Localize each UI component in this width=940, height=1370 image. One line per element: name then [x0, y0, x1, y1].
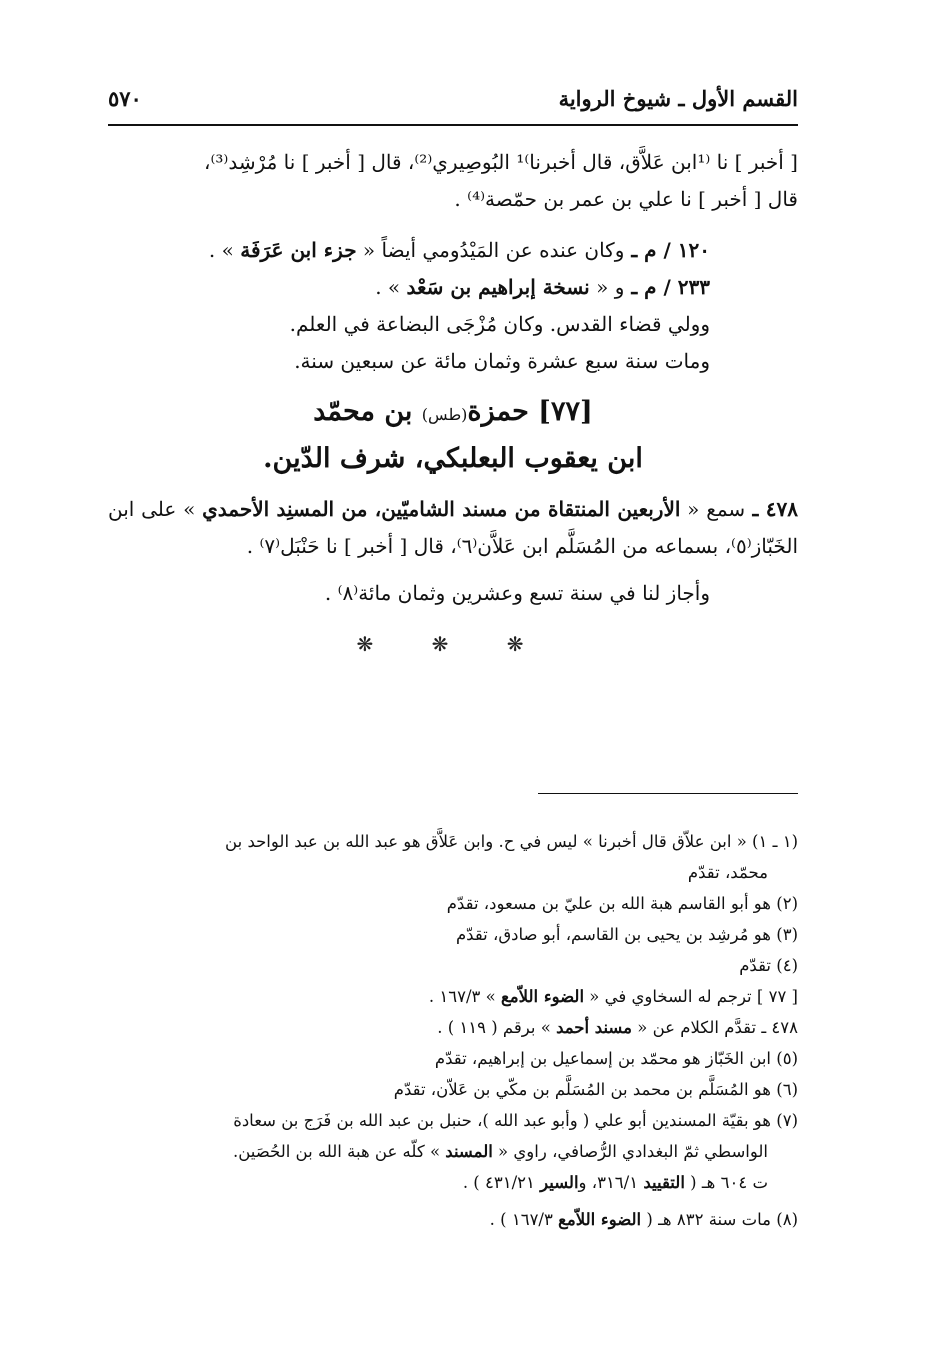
- running-title: القسم الأول ـ شيوخ الرواية: [558, 86, 798, 111]
- entry-233-number: ٢٣٣ / م ـ: [624, 275, 710, 299]
- footnotes: [108, 826, 798, 1235]
- entry-120: [108, 232, 798, 269]
- entry-120-number: ١٢٠ / م ـ: [624, 238, 710, 262]
- footnote-77-post: » ١٦٧/٣ .: [428, 987, 502, 1006]
- entry-120-end: » .: [208, 238, 241, 262]
- footnote-7-line-3-title-2: السير: [540, 1173, 579, 1192]
- entry-233: [108, 269, 798, 306]
- entry-478-title: الأربعين المنتقاة من مسند الشاميّين، من المسنِد الأحمدي: [202, 497, 681, 521]
- entry-478-number: ٤٧٨ ـ: [745, 497, 798, 521]
- chain-line-2: قال [ أخبر ] نا علي بن عمر بن حمّصة⁽⁴⁾ .: [454, 187, 798, 211]
- footnote-7-line-3-post: ٤٣١/٢١ ) .: [462, 1173, 541, 1192]
- footnote-1-line-1: (١ ـ ١) « ابن علاّق قال أخبرنا » ليس في ح. وابن عَلاَّق هو عبد الله بن عبد الواحد بن: [225, 832, 798, 851]
- page-header: [108, 82, 798, 118]
- footnote-6: (٦) هو المُسَلَّم بن محمد بن المُسَلَّم بن مكّي بن عَلاّن، تقدّم: [393, 1080, 798, 1099]
- entry-120-title: جزء ابن عَرَفَة: [240, 238, 357, 262]
- page-number: ٥٧٠: [108, 86, 142, 111]
- header-rule: [108, 124, 798, 126]
- entry-478-text: سمع «: [680, 497, 746, 521]
- biography-heading: [108, 390, 798, 437]
- footnote-478-post: » برقم ( ١١٩ ) .: [437, 1018, 557, 1037]
- footnote-1-line-2: محمّد، تقدّم: [687, 863, 768, 882]
- entry-478-rest: » على ابن الخَبّاز⁽٥⁾، بسماعه من المُسَلَّم ابن عَلاَّن⁽٦⁾، قال [ أخبر ] نا حَنْبَل⁽٧⁾ .: [108, 497, 798, 558]
- footnote-7-line-1: (٧) هو بقيّة المسندين أبو علي ( وأبو عبد الله )، حنبل بن عبد الله بن فَرَج بن سعادة: [233, 1111, 798, 1130]
- footnote-8-title: الضوء اللاّمع: [558, 1210, 642, 1229]
- footnote-3: (٣) هو مُرشِد بن يحيى بن القاسم، أبو صادق، تقدّم: [455, 925, 798, 944]
- footnote-7-line-3-pre: ت ٦٠٤ هـ (: [684, 1173, 768, 1192]
- footnote-8-pre: (٨) مات سنة ٨٣٢ هـ (: [641, 1210, 798, 1229]
- footnote-478-pre: ٤٧٨ ـ تقدَّم الكلام عن «: [632, 1018, 798, 1037]
- main-text: [108, 144, 798, 663]
- entry-478: [108, 491, 798, 565]
- heading-number-name: [٧٧] حمزة: [467, 396, 593, 427]
- footnote-8-post: ١٦٧/٣ ) .: [489, 1210, 559, 1229]
- footnote-7-line-2-title: المسند: [445, 1142, 493, 1161]
- chain-line-1: [ أخبر ] نا ⁽¹ابن عَلاَّق، قال أخبرنا⁾¹ البُوصِيري⁽²⁾، قال [ أخبر ] نا مُرْشِد⁽³⁾،: [204, 150, 798, 174]
- footnote-2: (٢) هو أبو القاسم هبة الله بن عليّ بن مسعود، تقدّم: [446, 894, 798, 913]
- footnote-7-line-2-post: » كلّه عن هبة الله بن الحُصَين.: [232, 1142, 446, 1161]
- entry-233-end: » .: [375, 275, 407, 299]
- heading-name-end: بن محمّد: [313, 396, 422, 427]
- footnote-478: [108, 1012, 798, 1043]
- death-line: ومات سنة سبع عشرة وثمان مائة عن سبعين سنة.: [294, 349, 710, 373]
- footnote-7-line-3: [108, 1167, 798, 1198]
- heading-siglum: (طس): [421, 405, 468, 424]
- qada-line: وولي قضاء القدس. وكان مُزْجَى البضاعة في العلم.: [289, 312, 710, 336]
- entry-233-title: نسخة إبراهيم بن سَعْد: [406, 275, 590, 299]
- footnote-8: [108, 1204, 798, 1235]
- footnote-77: [108, 981, 798, 1012]
- footnote-77-title: الضوء اللاّمع: [501, 987, 585, 1006]
- footnote-7-line-2: [108, 1136, 798, 1167]
- entry-233-text: و «: [589, 275, 625, 299]
- footnote-7-line-3-mid: ٣١٦/١، و: [578, 1173, 644, 1192]
- ijaza-line: وأجاز لنا في سنة تسع وعشرين وثمان مائة⁽٨⁾ .: [324, 581, 710, 605]
- footnote-rule: [538, 793, 798, 794]
- footnote-4: (٤) تقدّم: [739, 956, 798, 975]
- footnote-77-pre: [ ٧٧ ] ترجم له السخاوي في «: [584, 987, 798, 1006]
- footnote-7-line-2-pre: الواسطي ثمّ البغدادي الرُّصافي، راوي «: [492, 1142, 768, 1161]
- entry-120-text: وكان عنده عن المَيْدُومي أيضاً «: [356, 238, 625, 262]
- footnote-7-line-3-title-1: التقييد: [643, 1173, 685, 1192]
- section-divider-stars: ❋ ❋ ❋: [356, 632, 550, 656]
- footnote-478-title: مسند أحمد: [556, 1018, 632, 1037]
- footnote-5: (٥) ابن الخَبّاز هو محمّد بن إسماعيل بن إبراهيم، تقدّم: [434, 1049, 798, 1068]
- biography-subheading: ابن يعقوب البعلبكي، شرف الدّين.: [263, 443, 643, 474]
